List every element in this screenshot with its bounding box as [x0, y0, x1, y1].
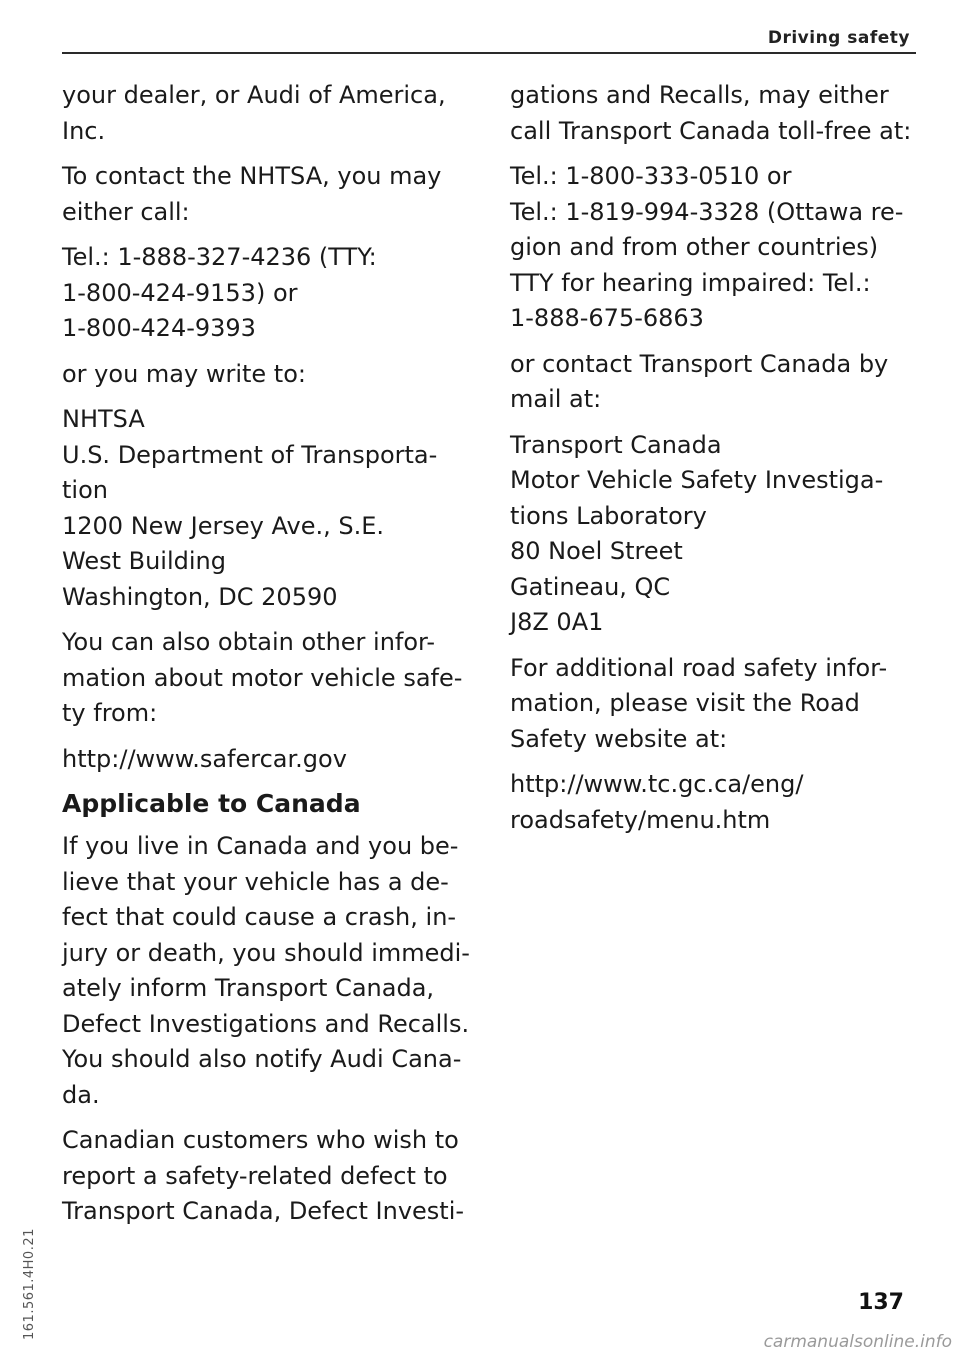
- nhtsa-phone-line-3: 1-800-424-9393: [62, 314, 256, 342]
- nhtsa-phone-block: [62, 240, 472, 347]
- paragraph-other-info: You can also obtain other infor-mation about motor vehicle safe-ty from:: [62, 628, 463, 727]
- heading-canada: Applicable to Canada: [62, 789, 361, 818]
- paragraph-dealer: your dealer, or Audi of America, Inc.: [62, 81, 446, 145]
- paragraph-canadian-customers: Canadian customers who wish to report a safety-related defect to Transport Canada, Defect Investi-: [62, 1126, 465, 1225]
- tc-address: [510, 428, 920, 641]
- address-line: U.S. Department of Transporta-tion: [62, 440, 438, 504]
- address-line: Transport Canada: [510, 430, 722, 459]
- paragraph-write-to: or you may write to:: [62, 359, 306, 388]
- tc-phone-line: Tel.: 1-819-994-3328 (Ottawa re-gion and from other countries): [510, 197, 904, 261]
- watermark: carmanualsonline.info: [763, 1332, 952, 1352]
- left-column: [62, 78, 472, 1230]
- tc-phone-line: 1-888-675-6863: [510, 304, 704, 332]
- nhtsa-address: [62, 402, 472, 615]
- tc-phone-block: [510, 159, 920, 337]
- section-title: Driving safety: [767, 28, 910, 48]
- header-rule: [62, 52, 916, 54]
- paragraph-mail: or contact Transport Canada by mail at:: [510, 349, 889, 413]
- url-line: roadsafety/menu.htm: [510, 805, 771, 834]
- paragraph-contact-nhtsa: To contact the NHTSA, you may either call:: [62, 162, 442, 226]
- safercar-url: http://www.safercar.gov: [62, 744, 347, 773]
- tc-phone-line: TTY for hearing impaired: Tel.:: [510, 268, 871, 297]
- tc-phone-line: Tel.: 1-800-333-0510 or: [510, 162, 792, 190]
- address-line: Washington, DC 20590: [62, 582, 338, 611]
- nhtsa-phone-line-2: 1-800-424-9153) or: [62, 278, 298, 307]
- road-safety-url: [510, 767, 920, 838]
- url-line: http://www.tc.gc.ca/eng/: [510, 770, 804, 798]
- address-line: Gatineau, QC: [510, 572, 671, 601]
- address-line: 1200 New Jersey Ave., S.E.: [62, 511, 385, 540]
- address-line: NHTSA: [62, 405, 145, 433]
- paragraph-road-safety: For additional road safety infor-mation, please visit the Road Safety website at:: [510, 653, 888, 753]
- right-column: [510, 78, 920, 848]
- page-number: 137: [858, 1290, 904, 1315]
- nhtsa-phone-line-1: Tel.: 1-888-327-4236 (TTY:: [62, 243, 377, 271]
- address-line: J8Z 0A1: [510, 608, 604, 636]
- paragraph-canada-defect: If you live in Canada and you be-lieve that your vehicle has a de-fect that could cause a crash, in-jury or death, you should immedi-ately inform Transport Canada, Defect Investigations and Recalls. You should also notify Audi Cana-da.: [62, 832, 470, 1109]
- paragraph-call-tc: gations and Recalls, may either call Transport Canada toll-free at:: [510, 81, 912, 145]
- address-line: West Building: [62, 547, 226, 575]
- address-line: Motor Vehicle Safety Investiga-tions Laboratory: [510, 466, 884, 530]
- document-code: 161.561.4H0.21: [22, 1228, 37, 1340]
- address-line: 80 Noel Street: [510, 537, 683, 565]
